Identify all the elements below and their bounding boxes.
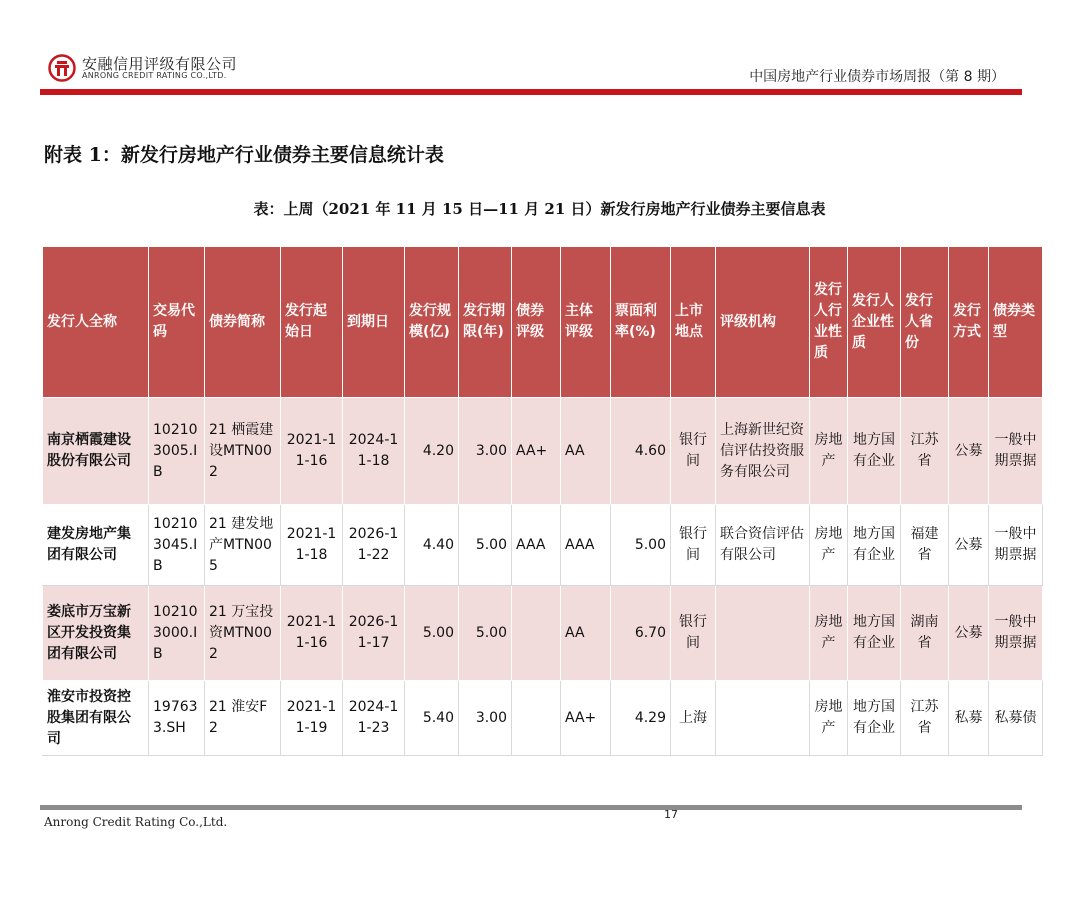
- bond-name-cell: 21 淮安F2: [205, 681, 281, 756]
- issuer-cell: 淮安市投资控股集团有限公司: [43, 681, 149, 756]
- province-cell: 湖南省: [901, 586, 949, 681]
- issuer-cell: 娄底市万宝新区开发投资集团有限公司: [43, 586, 149, 681]
- column-header: 债券简称: [205, 247, 281, 398]
- bond-type-cell: 一般中期票据: [989, 586, 1043, 681]
- column-header: 评级机构: [716, 247, 810, 398]
- table-row: [43, 505, 1043, 586]
- column-header: 票面利率(%): [611, 247, 671, 398]
- bond-rating-cell: [512, 681, 561, 756]
- size-cell: 5.40: [405, 681, 459, 756]
- bond-rating-cell: AA+: [512, 398, 561, 505]
- industry-cell: 房地产: [810, 398, 848, 505]
- table-caption: 表：上周（2021 年 11 月 15 日—11 月 21 日）新发行房地产行业债券主要信息表: [253, 200, 826, 218]
- venue-cell: 银行间: [671, 398, 716, 505]
- table-row: [43, 398, 1043, 505]
- column-header: 发行人行业性质: [810, 247, 848, 398]
- issuer-rating-cell: AA: [561, 398, 611, 505]
- header-rule: [40, 89, 1022, 95]
- footer-rule: [40, 805, 1022, 810]
- coupon-cell: 4.60: [611, 398, 671, 505]
- column-header: 发行方式: [949, 247, 989, 398]
- term-cell: 5.00: [459, 586, 512, 681]
- bond-info-table: [42, 246, 1043, 756]
- column-header: 交易代码: [149, 247, 205, 398]
- ownership-cell: 地方国有企业: [848, 398, 901, 505]
- column-header: 到期日: [343, 247, 405, 398]
- column-header: 主体评级: [561, 247, 611, 398]
- bond-name-cell: 21 栖霞建设MTN002: [205, 398, 281, 505]
- code-cell: 102103045.IB: [149, 505, 205, 586]
- company-name-cn: 安融信用评级有限公司: [82, 55, 238, 73]
- code-cell: 102103000.IB: [149, 586, 205, 681]
- size-cell: 4.20: [405, 398, 459, 505]
- bond-type-cell: 一般中期票据: [989, 398, 1043, 505]
- ownership-cell: 地方国有企业: [848, 681, 901, 756]
- venue-cell: 银行间: [671, 586, 716, 681]
- coupon-cell: 4.29: [611, 681, 671, 756]
- page-number: 17: [664, 808, 678, 821]
- bond-type-cell: 私募债: [989, 681, 1043, 756]
- issuer-cell: 南京栖霞建设股份有限公司: [43, 398, 149, 505]
- size-cell: 4.40: [405, 505, 459, 586]
- start-date-cell: 2021-11-19: [281, 681, 343, 756]
- report-title: 中国房地产行业债券市场周报（第 8 期）: [749, 69, 1005, 85]
- bond-rating-cell: AAA: [512, 505, 561, 586]
- method-cell: 私募: [949, 681, 989, 756]
- industry-cell: 房地产: [810, 681, 848, 756]
- bond-name-cell: 21 建发地产MTN005: [205, 505, 281, 586]
- maturity-cell: 2026-11-22: [343, 505, 405, 586]
- table-row: [43, 681, 1043, 756]
- maturity-cell: 2024-11-18: [343, 398, 405, 505]
- code-cell: 102103005.IB: [149, 398, 205, 505]
- term-cell: 3.00: [459, 681, 512, 756]
- agency-cell: [716, 586, 810, 681]
- footer-company: Anrong Credit Rating Co.,Ltd.: [44, 815, 228, 829]
- province-cell: 江苏省: [901, 398, 949, 505]
- maturity-cell: 2026-11-17: [343, 586, 405, 681]
- start-date-cell: 2021-11-16: [281, 398, 343, 505]
- issuer-rating-cell: AA: [561, 586, 611, 681]
- venue-cell: 银行间: [671, 505, 716, 586]
- company-logo-icon: [48, 54, 76, 82]
- column-header: 发行期限(年): [459, 247, 512, 398]
- term-cell: 5.00: [459, 505, 512, 586]
- industry-cell: 房地产: [810, 586, 848, 681]
- start-date-cell: 2021-11-18: [281, 505, 343, 586]
- bond-name-cell: 21 万宝投资MTN002: [205, 586, 281, 681]
- coupon-cell: 5.00: [611, 505, 671, 586]
- column-header: 发行人全称: [43, 247, 149, 398]
- table-row: [43, 586, 1043, 681]
- method-cell: 公募: [949, 586, 989, 681]
- agency-cell: 上海新世纪资信评估投资服务有限公司: [716, 398, 810, 505]
- ownership-cell: 地方国有企业: [848, 505, 901, 586]
- column-header: 债券评级: [512, 247, 561, 398]
- code-cell: 197633.SH: [149, 681, 205, 756]
- size-cell: 5.00: [405, 586, 459, 681]
- table-header-row: [43, 247, 1043, 398]
- term-cell: 3.00: [459, 398, 512, 505]
- column-header: 债券类型: [989, 247, 1043, 398]
- column-header: 发行人省份: [901, 247, 949, 398]
- column-header: 发行起始日: [281, 247, 343, 398]
- ownership-cell: 地方国有企业: [848, 586, 901, 681]
- maturity-cell: 2024-11-23: [343, 681, 405, 756]
- bond-rating-cell: [512, 586, 561, 681]
- bond-type-cell: 一般中期票据: [989, 505, 1043, 586]
- venue-cell: 上海: [671, 681, 716, 756]
- column-header: 发行人企业性质: [848, 247, 901, 398]
- start-date-cell: 2021-11-16: [281, 586, 343, 681]
- issuer-rating-cell: AA+: [561, 681, 611, 756]
- method-cell: 公募: [949, 398, 989, 505]
- column-header: 上市地点: [671, 247, 716, 398]
- agency-cell: [716, 681, 810, 756]
- province-cell: 福建省: [901, 505, 949, 586]
- method-cell: 公募: [949, 505, 989, 586]
- section-title: 附表 1：新发行房地产行业债券主要信息统计表: [44, 144, 444, 166]
- issuer-cell: 建发房地产集团有限公司: [43, 505, 149, 586]
- column-header: 发行规模(亿): [405, 247, 459, 398]
- issuer-rating-cell: AAA: [561, 505, 611, 586]
- industry-cell: 房地产: [810, 505, 848, 586]
- agency-cell: 联合资信评估有限公司: [716, 505, 810, 586]
- province-cell: 江苏省: [901, 681, 949, 756]
- company-name-en: ANRONG CREDIT RATING CO.,LTD.: [82, 71, 227, 80]
- coupon-cell: 6.70: [611, 586, 671, 681]
